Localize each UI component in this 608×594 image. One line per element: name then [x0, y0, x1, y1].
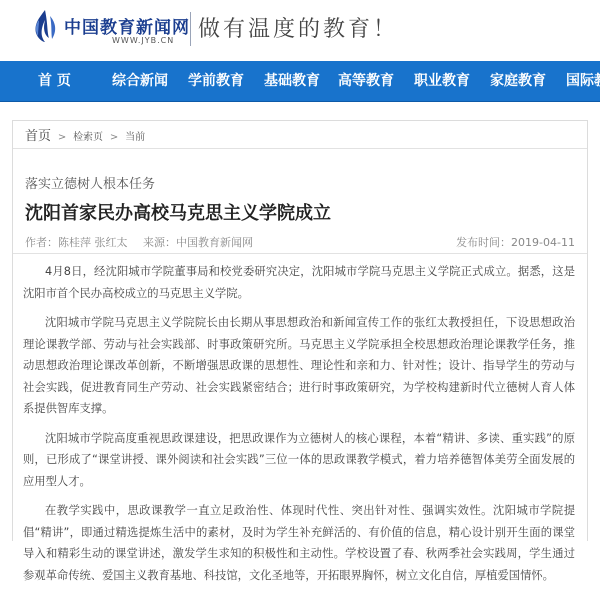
article-author: 作者：陈桂萍 张红太 [25, 236, 128, 249]
article-paragraph: 在教学实践中，思政课教学一直立足政治性、体现时代性、突出针对性、强调实效性。沈阳城市学院提倡“精讲”，即通过精选提炼生活中的素材，及时为学生补充鲜活的、有价值的信息，精心设计别开生面的课堂导入和精彩生动的课堂讲述，激发学生求知的积极性和主动性。学校设置了春、秋两季社会实践周，学生通过参观革命传统、爱国主义教育基地、科技馆，文化圣地等，开拓眼界胸怀，树立文化自信，厚植爱国情怀。 [23, 504, 575, 582]
nav-item-preschool[interactable]: 学前教育 [188, 73, 244, 89]
meta-divider [13, 253, 587, 254]
article-paragraph: 沈阳城市学院高度重视思政课建设，把思政课作为立德树人的核心课程，本着“精讲、多读、重实践”的原则，已形成了“课堂讲授、课外阅读和社会实践”三位一体的思政课教学模式，着力培养德智体美劳全面发展的应用型人才。 [23, 431, 575, 488]
article-meta [25, 234, 575, 250]
slogan: 做有温度的教育！ [198, 17, 399, 42]
article-paragraph: 沈阳城市学院马克思主义学院院长由长期从事思想政治和新闻宣传工作的张红太教授担任，下设思想政治理论课教学部、劳动与社会实践部、时事政策研究所。马克思主义学院承担全校思想政治理论课教学任务，推动思想政治理论课改革创新，不断增强思政课的思想性、理论性和亲和力、针对性；设计、指导学生的劳动与社会实践，促进教育同生产劳动、社会实践紧密结合；进行时事政策研究，为学校构建新时代立德树人育人体系提供智库支撑。 [23, 316, 575, 415]
article-container [12, 120, 588, 582]
flame-logo-icon[interactable] [30, 8, 60, 44]
breadcrumb-search[interactable]: 检索页 [73, 132, 104, 143]
article-body [23, 261, 575, 594]
nav-item-higher-education[interactable]: 高等教育 [338, 73, 394, 89]
article-kicker: 落实立德树人根本任务 [25, 177, 156, 192]
breadcrumb-home[interactable]: 首页 [25, 129, 52, 144]
nav-item-international[interactable]: 国际教 [566, 73, 608, 89]
nav-item-basic-education[interactable]: 基础教育 [264, 73, 320, 89]
breadcrumb-divider [13, 148, 587, 149]
site-name[interactable]: 中国教育新闻网 [64, 18, 190, 38]
article-paragraph: 4月8日，经沈阳城市学院董事局和校党委研究决定，沈阳城市学院马克思主义学院正式成立。据悉，这是沈阳市首个民办高校成立的马克思主义学院。 [23, 265, 575, 300]
nav-item-home[interactable]: 首 页 [38, 73, 71, 89]
site-url: WWW.JYB.CN [112, 36, 175, 45]
article-publish-date: 发布时间：2019-04-11 [456, 236, 575, 249]
breadcrumb [25, 125, 145, 144]
nav-item-family[interactable]: 家庭教育 [490, 73, 546, 89]
breadcrumb-separator: > [109, 132, 119, 143]
nav-item-vocational[interactable]: 职业教育 [414, 73, 470, 89]
header-divider [190, 12, 191, 46]
breadcrumb-separator: > [57, 132, 67, 143]
breadcrumb-current: 当前 [125, 132, 146, 143]
article-source: 来源：中国教育新闻网 [143, 236, 253, 249]
nav-item-general-news[interactable]: 综合新闻 [112, 73, 168, 89]
main-nav [0, 61, 608, 102]
article-title: 沈阳首家民办高校马克思主义学院成立 [25, 203, 331, 224]
site-header [0, 0, 600, 60]
